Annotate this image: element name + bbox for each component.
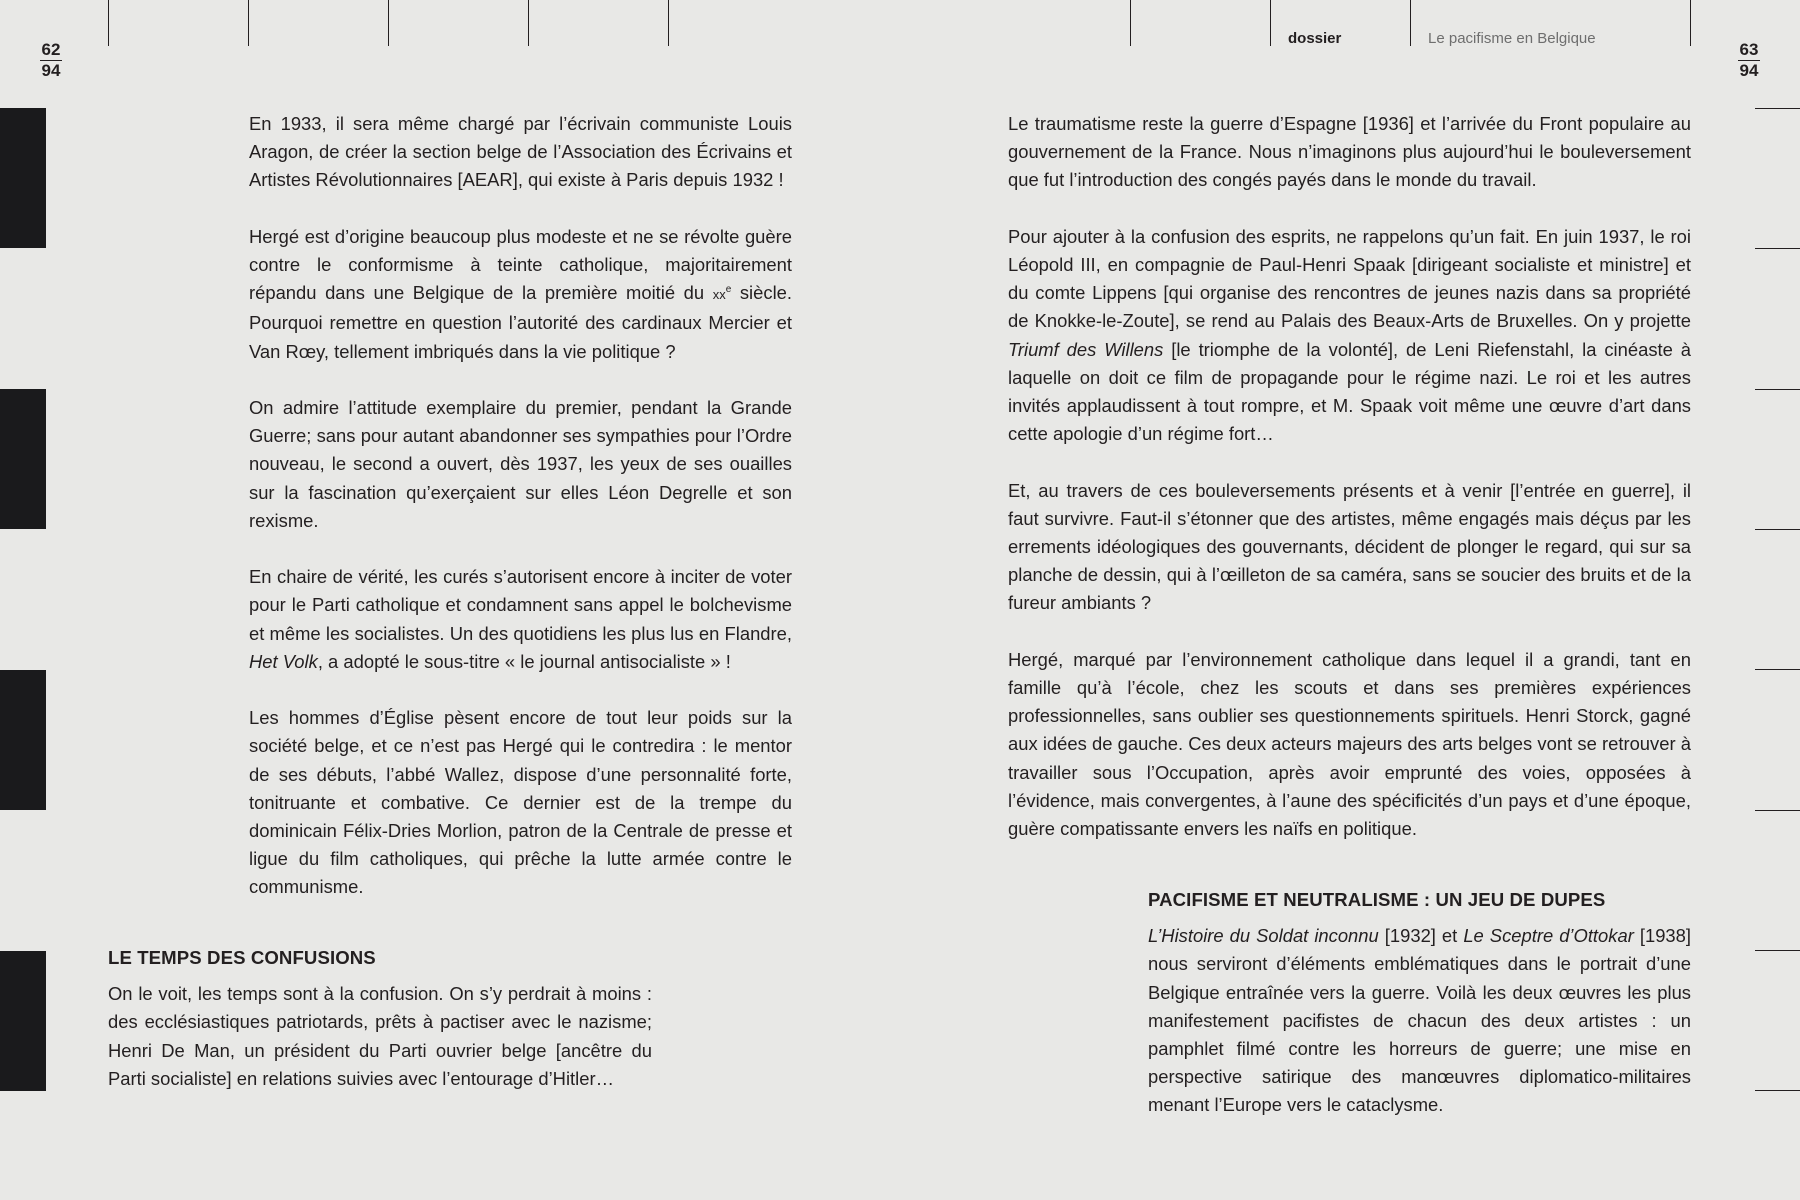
paragraph: Pour ajouter à la confusion des esprits, ne rappelons qu’un fait. En juin 1937, le roi Léopold III, en compagnie de Paul-Henri Spaak [dirigeant socialiste et ministre] et du comte Lippens [qui organise des rencontres de jeunes nazis dans sa propriété de Knokke-le-Zoute], se rend au Palais des Beaux-Arts de Bruxelles. On y projette Triumf des Willens [le triomphe de la volonté], de Leni Riefenstahl, la cinéaste à laquelle on doit ce film de propagande pour le régime nazi. Le roi et les autres invités applaudissent à tout rompre, et M. Spaak voit même une œuvre d’art dans cette apologie d’un régime fort… xyxy=(1008,225,1691,445)
paragraph: En 1933, il sera même chargé par l’écrivain communiste Louis Aragon, de créer la section belge de l’Association des Écrivains et Artistes Révolutionnaires [AEAR], qui existe à Paris depuis 1932 ! xyxy=(249,113,792,191)
left-section xyxy=(108,944,652,1093)
margin-rule xyxy=(1755,529,1800,530)
section-label: dossier xyxy=(1288,30,1342,47)
left-body xyxy=(249,110,792,902)
margin-rule xyxy=(1755,950,1800,951)
header-rule xyxy=(528,0,529,46)
header-rule xyxy=(1410,0,1411,46)
header-rule xyxy=(1130,0,1131,46)
page-total: 94 xyxy=(41,61,61,80)
paragraph: Hergé est d’origine beaucoup plus modeste et ne se révolte guère contre le conformisme à teinte catholique, majoritairement répandu dans une Belgique de la première moitié du $xx^e$ siècle. Pourquoi remettre en question l’autorité des cardinaux Mercier et Van Rœy, tellement imbriqués dans la vie politique ? xyxy=(249,225,792,362)
paragraph: On admire l’attitude exemplaire du premier, pendant la Grande Guerre; sans pour autant abandonner ses sympathies pour l’Ordre nouveau, le second a ouvert, dès 1937, les yeux de ses ouailles sur la fascination qu’exerçaient sur elles Léon Degrelle et son rexisme. xyxy=(249,397,792,531)
section-heading: PACIFISME ET NEUTRALISME : UN JEU DE DUPES xyxy=(1148,889,1606,910)
page-current: 62 xyxy=(41,40,61,59)
margin-rule xyxy=(1755,389,1800,390)
paragraph: Hergé, marqué par l’environnement catholique dans lequel il a grandi, tant en famille qu’à l’école, chez les scouts et dans ses premières expériences professionnelles, sans oublier ses questionnements spirituels. Henri Storck, gagné aux idées de gauche. Ces deux acteurs majeurs des arts belges vont se retrouver à travailler sous l’Occupation, après avoir emprunté des voies, opposées à l’évidence, mais convergentes, à l’aune des spécificités d’un pays et d’une époque, guère compatissante envers les naïfs en politique. xyxy=(1008,648,1691,840)
page-current: 63 xyxy=(1739,40,1759,59)
paragraph: Les hommes d’Église pèsent encore de tout leur poids sur la société belge, et ce n’est pas Hergé qui le contredira : le mentor de ses débuts, l’abbé Wallez, dispose d’une personnalité forte, tonitruante et combative. Ce dernier est de la trempe du dominicain Félix-Dries Morlion, patron de la Centrale de presse et ligue du film catholiques, qui prêche la lutte armée contre le communisme. xyxy=(249,707,792,898)
margin-rule xyxy=(1755,810,1800,811)
header-rule xyxy=(1690,0,1691,46)
header-rule xyxy=(668,0,669,46)
right-section xyxy=(1148,886,1691,1120)
margin-tab xyxy=(0,389,46,529)
margin-rule xyxy=(1755,248,1800,249)
page-total: 94 xyxy=(1739,61,1759,80)
paragraph: Et, au travers de ces bouleversements présents et à venir [l’entrée en guerre], il faut survivre. Faut-il s’étonner que des artistes, même engagés mais déçus par les errements idéologiques des gouvernants, décident de plonger le regard, qui sur sa planche de dessin, qui à l’œilleton de sa caméra, sans se soucier des bruits et de la fureur ambiants ? xyxy=(1008,479,1691,614)
margin-tab xyxy=(0,670,46,810)
section-heading: LE TEMPS DES CONFUSIONS xyxy=(108,947,376,968)
running-title: Le pacifisme en Belgique xyxy=(1428,30,1596,47)
margin-rule xyxy=(1755,1090,1800,1091)
header-rule xyxy=(108,0,109,46)
right-page-number xyxy=(1738,40,1760,81)
paragraph: L’Histoire du Soldat inconnu [1932] et Le Sceptre d’Ottokar [1938] nous serviront d’éléments emblématiques dans le portrait d’une Belgique entraînée vers la guerre. Voilà les deux œuvres les plus manifestement pacifistes de chacun des deux artistes : un pamphlet filmé contre les horreurs de guerre; une mise en perspective satirique des manœuvres diplomatico-militaires menant l’Europe vers le cataclysme. xyxy=(1148,925,1691,1116)
margin-tab xyxy=(0,108,46,248)
paragraph: En chaire de vérité, les curés s’autorisent encore à inciter de voter pour le Parti catholique et condamnent sans appel le bolchevisme et même les socialistes. Un des quotidiens les plus lus en Flandre, Het Volk, a adopté le sous-titre « le journal antisocialiste » ! xyxy=(249,566,792,672)
paragraph: On le voit, les temps sont à la confusion. On s’y perdrait à moins : des ecclésiastiques patriotards, prêts à pactiser avec le nazisme; Henri De Man, un président du Parti ouvrier belge [ancêtre du Parti socialiste] en relations suivies avec l’entourage d’Hitler… xyxy=(108,983,652,1089)
left-page-number xyxy=(40,40,62,81)
margin-tab xyxy=(0,951,46,1091)
right-body xyxy=(1008,110,1691,843)
paragraph: Le traumatisme reste la guerre d’Espagne [1936] et l’arrivée du Front populaire au gouvernement de la France. Nous n’imaginons plus aujourd’hui le bouleversement que fut l’introduction des congés payés dans le monde du travail. xyxy=(1008,113,1691,191)
margin-rule xyxy=(1755,669,1800,670)
margin-rule xyxy=(1755,108,1800,109)
header-rule xyxy=(388,0,389,46)
header-rule xyxy=(248,0,249,46)
header-rule xyxy=(1270,0,1271,46)
